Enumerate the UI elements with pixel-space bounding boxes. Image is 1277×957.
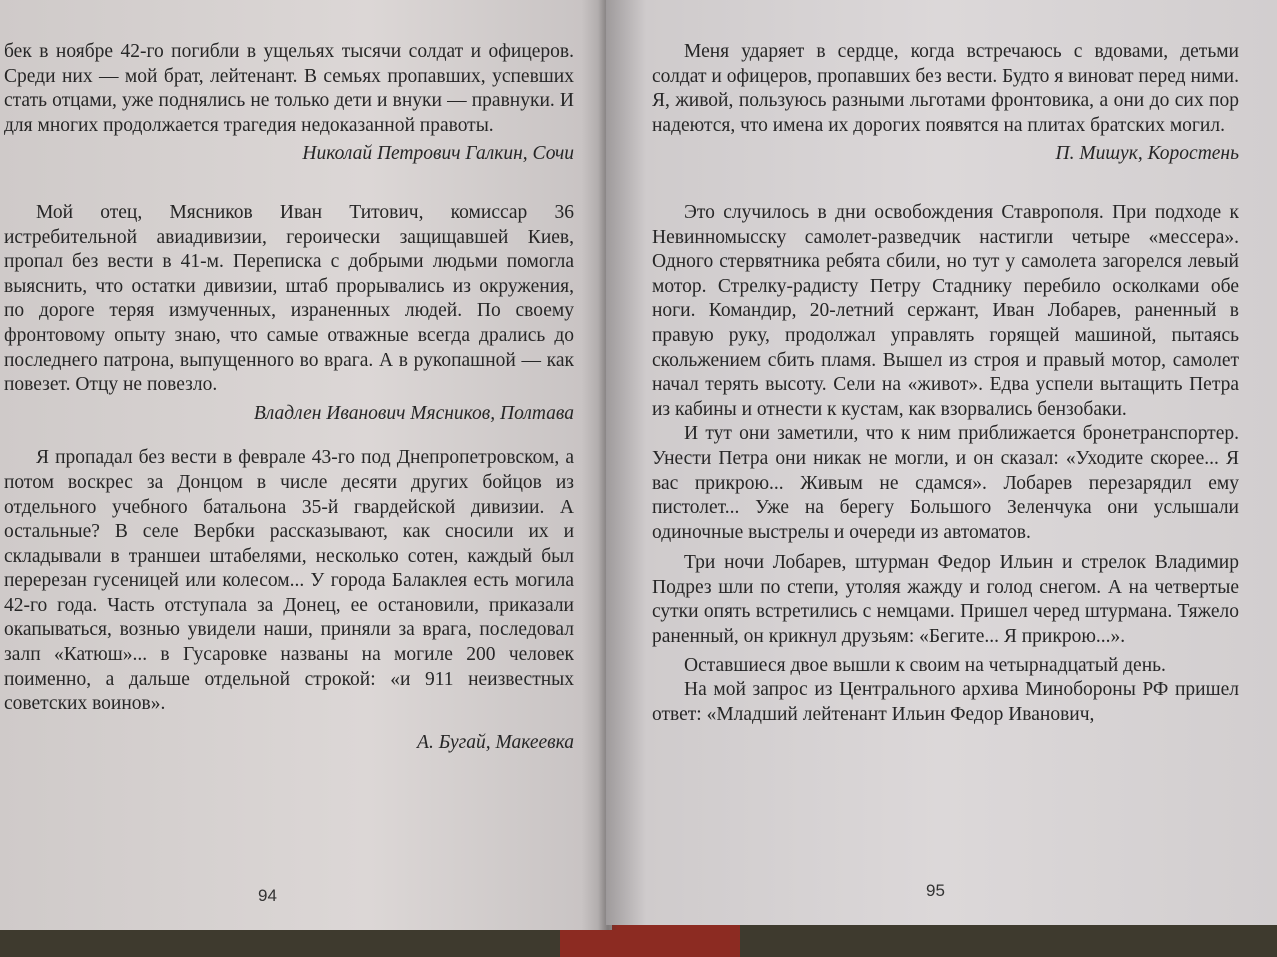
letter-signature: Владлен Иванович Мясников, Полтава — [253, 402, 574, 424]
story-paragraph: Оставшиеся двое вышли к своим на четырнадцатый день. — [684, 654, 1166, 676]
letter-signature: Николай Петрович Галкин, Сочи — [302, 143, 574, 165]
letter-signature: П. Мишук, Коростень — [1055, 143, 1239, 165]
left-page — [0, 0, 612, 930]
letter-paragraph: Я пропадал без вести в феврале 43-го под Днепропетровском, а потом воскрес за Донцом в числе десяти других бойцов из отдельного учебного батальона 35-й гвардейской дивизии. А остальные? В селе Вербки рассказывают, как сносили их и складывали в траншеи штабелями, несколько сотен, каждый был перерезан гусеницей или колесом... У города Балаклея есть могила 42-го года. Часть отступала за Донец, ее остановили, приказали окапываться, вознью увидели наши, приняли за врага, последовал залп «Катюш»... в Гусаровке названы на могиле 200 человек поименно, а дальше отдельной строкой: «и 911 неизвестных советских воинов». — [4, 447, 574, 715]
left-page-content — [0, 40, 574, 755]
story-paragraph: На мой запрос из Центрального архива Минобороны РФ пришел ответ: «Младший лейтенант Ильин Федор Иванович, — [652, 679, 1239, 725]
story-paragraph: Три ночи Лобарев, штурман Федор Ильин и стрелок Владимир Подрез шли по степи, утоляя жажду и голод снегом. А на четвертые сутки опять встретились с немцами. Пришел черед штурмана. Тяжело раненный, он крикнул друзьям: «Бегите... Я прикрою...». — [652, 552, 1239, 648]
right-page — [606, 0, 1277, 925]
letter-paragraph: Мой отец, Мясников Иван Титович, комиссар 36 истребительной авиадивизии, героически защищавшей Киев, пропал без вести в 41-м. Переписка с добрыми людьми помогла выяснить, что остатки дивизии, штаб прорывались из окружения, по дороге теряя измученных, израненных людей. По своему фронтовому опыту знаю, что самые отважные всегда дрались до последнего патрона, выпущенного во врага. А в рукопашной — как повезет. Отцу не повезло. — [4, 201, 574, 396]
letter-paragraph: бек в ноябре 42-го погибли в ущельях тысячи солдат и офицеров. Среди них — мой брат, лейтенант. В семьях пропавших, успевших стать отцами, уже поднялись не только дети и внуки — правнуки. И для многих продолжается трагедия недоказанной правоты. — [4, 41, 574, 136]
story-paragraph: Это случилось в дни освобождения Ставрополя. При подходе к Невинномысску самолет-разведчик настигли четыре «мессера». Одного стервятника ребята сбили, но тут у самолета загорелся левый мотор. Стрелку-радисту Петру Стаднику перебило осколками обе ноги. Командир, 20-летний сержант, Иван Лобарев, раненный в правую руку, продолжал управлять горящей машиной, пытаясь скольжением сбить пламя. Вышел из строя и правый мотор, самолет начал терять высоту. Сели на «живот». Едва успели вытащить Петра из кабины и отнести к кустам, как взорвались бензобаки. — [652, 201, 1239, 420]
letter-paragraph: Меня ударяет в сердце, когда встречаюсь с вдовами, детьми солдат и офицеров, пропавших без вести. Будто я виноват перед ними. Я, живой, пользуюсь разными льготами фронтовика, а они до сих пор надеются, что имена их дорогих появятся на плитах братских могил. — [652, 41, 1239, 136]
page-number: 95 — [926, 881, 945, 900]
page-number: 94 — [258, 886, 277, 905]
story-paragraph: И тут они заметили, что к ним приближается бронетранспортер. Унести Петра они никак не могли, и он сказал: «Уходите скорее... Я вас прикрою... Живым не сдамся». Лобарев перезарядил ему пистолет... Уже на берегу Большого Зеленчука они услышали одиночные выстрелы и очереди из автоматов. — [652, 423, 1239, 543]
letter-signature: А. Бугай, Макеевка — [417, 731, 574, 753]
